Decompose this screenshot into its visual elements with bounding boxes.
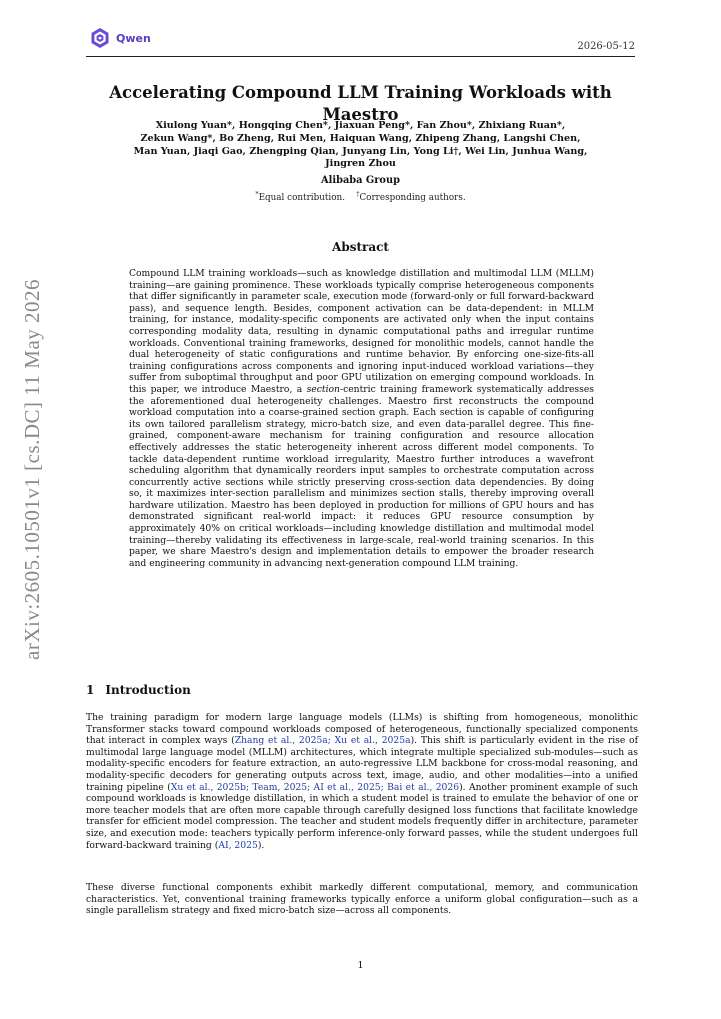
author-line: Xiulong Yuan*, Hongqing Chen*, Jiaxuan Peng*, Fan Zhou*, Zhixiang Ruan*, (155, 120, 566, 131)
citation-link[interactable]: Xu et al., 2025b; Team, 2025; AI et al., 2025; Bai et al., 2026 (170, 781, 460, 793)
qwen-logo (88, 26, 151, 50)
section-number: 1 (86, 683, 95, 697)
abstract-text-part: -centric training framework systematically addresses the aforementioned dual heterogeneity challenges. Maestro first reconstructs the compound workload computation into a coarse-grained section graph. Each section is capable of configuring its own tailored parallelism strategy, micro-batch size, and even data-parallel degree. This fine-grained, component-aware mechanism for training configuration and resource allocation effectively addresses the static heterogeneity inherent across different model components. To tackle data-dependent runtime workload irregularity, Maestro further introduces a wavefront scheduling algorithm that dynamically reorders input samples to orchestrate computation across concurrently active sections while strictly preserving cross-section data dependencies. By doing so, it maximizes inter-section parallelism and minimizes section stalls, thereby improving overall hardware utilization. Maestro has been deployed in production for millions of GPU hours and has demonstrated significant real-world impact: it reduces GPU resource consumption by approximately 40% on critical workloads—including knowledge distillation and multimodal model training—thereby validating its effectiveness in large-scale, real-world training scenarios. In this paper, we share Maestro's design and implementation details to empower the broader research and engineering community in advancing next-generation compound LLM training. (129, 383, 594, 569)
paper-title: Accelerating Compound LLM Training Workloads with Maestro (109, 83, 612, 124)
equal-contribution-mark: * (255, 190, 259, 198)
author-notes (86, 190, 635, 203)
author-line: Jingren Zhou (325, 158, 396, 170)
author-line: Man Yuan, Jiaqi Gao, Zhengping Qian, Junyang Lin, Yong Li†, Wei Lin, Junhua Wang, (133, 145, 588, 157)
qwen-logo-icon (88, 26, 112, 50)
abstract-text (129, 268, 594, 569)
paragraph-text: ). (257, 839, 265, 851)
citation-link[interactable]: Zhang et al., 2025a; Xu et al., 2025a (234, 735, 411, 747)
intro-paragraph-2: These diverse functional components exhibit markedly different computational, memory, and communication characteristics. Yet, conventional training frameworks typically enforce a uniform global configuration—such as a single parallelism strategy and fixed micro-batch size—across all components. (86, 882, 638, 917)
document-date: 2026-05-12 (577, 41, 635, 52)
section-title: Introduction (105, 683, 191, 697)
equal-contribution-note: Equal contribution. (258, 192, 345, 203)
logo-text: Qwen (116, 31, 151, 45)
page-number: 1 (357, 960, 364, 971)
citation-link[interactable]: AI, 2025 (218, 839, 258, 851)
author-list (110, 120, 611, 171)
abstract-text-part: Compound LLM training workloads—such as knowledge distillation and multimodal LLM (MLLM) training—are gaining prominence. These workloads typically comprise heterogeneous components that differ significantly in parameter scale, execution mode (forward-only or full forward-backward pass), and sequence length. Besides, component activation can be data-dependent: in MLLM training, for instance, modality-specific components are activated only when the input contains corresponding modality data, resulting in dynamic computational paths and irregular runtime workloads. Conventional training frameworks, designed for monolithic models, cannot handle the dual heterogeneity of static configurations and runtime behavior. By enforcing one-size-fits-all training configurations across components and ignoring input-induced workload variations—they suffer from suboptimal throughput and poor GPU utilization on emerging compound workloads. In this paper, we introduce Maestro, a (129, 268, 594, 395)
paragraph-text: ). This shift is particularly evident in the rise of multimodal large language model (MLLM) architectures, which integrate multiple specialized sub-modules—such as modality-specific encoders for feature extraction, an auto-regressive LLM backbone for cross-modal reasoning, and modality-specific decoders for generating outputs across text, image, audio, and other modalities—into a unified training pipeline ( (86, 735, 638, 793)
arxiv-side-stamp: arXiv:2605.10501v1 [cs.DC] 11 May 2026 (20, 278, 44, 660)
intro-paragraph-1 (86, 712, 638, 851)
affiliation: Alibaba Group (321, 175, 400, 186)
corresponding-authors-note: Corresponding authors. (359, 192, 466, 203)
corresponding-mark: † (356, 190, 360, 198)
abstract-heading: Abstract (332, 240, 389, 254)
header-divider (86, 56, 635, 57)
paragraph-text: The training paradigm for modern large language models (LLMs) is shifting from homogeneous, monolithic Transformer stacks toward compound workloads composed of heterogeneous, functionally specialized components that interact in complex ways ( (86, 712, 638, 747)
paragraph-text: ). Another prominent example of such compound workloads is knowledge distillation, in which a student model is trained to emulate the behavior of one or more teacher models that are often more capable through carefully designed loss functions that facilitate knowledge transfer for efficient model compression. The teacher and student models frequently differ in architecture, parameter size, and execution mode: teachers typically perform inference-only forward passes, while the student undergoes full forward-backward training ( (86, 781, 638, 851)
author-line: Zekun Wang*, Bo Zheng, Rui Men, Haiquan Wang, Zhipeng Zhang, Langshi Chen, (140, 132, 581, 144)
section-heading-introduction (86, 683, 191, 697)
abstract-emphasis: section (306, 383, 340, 395)
